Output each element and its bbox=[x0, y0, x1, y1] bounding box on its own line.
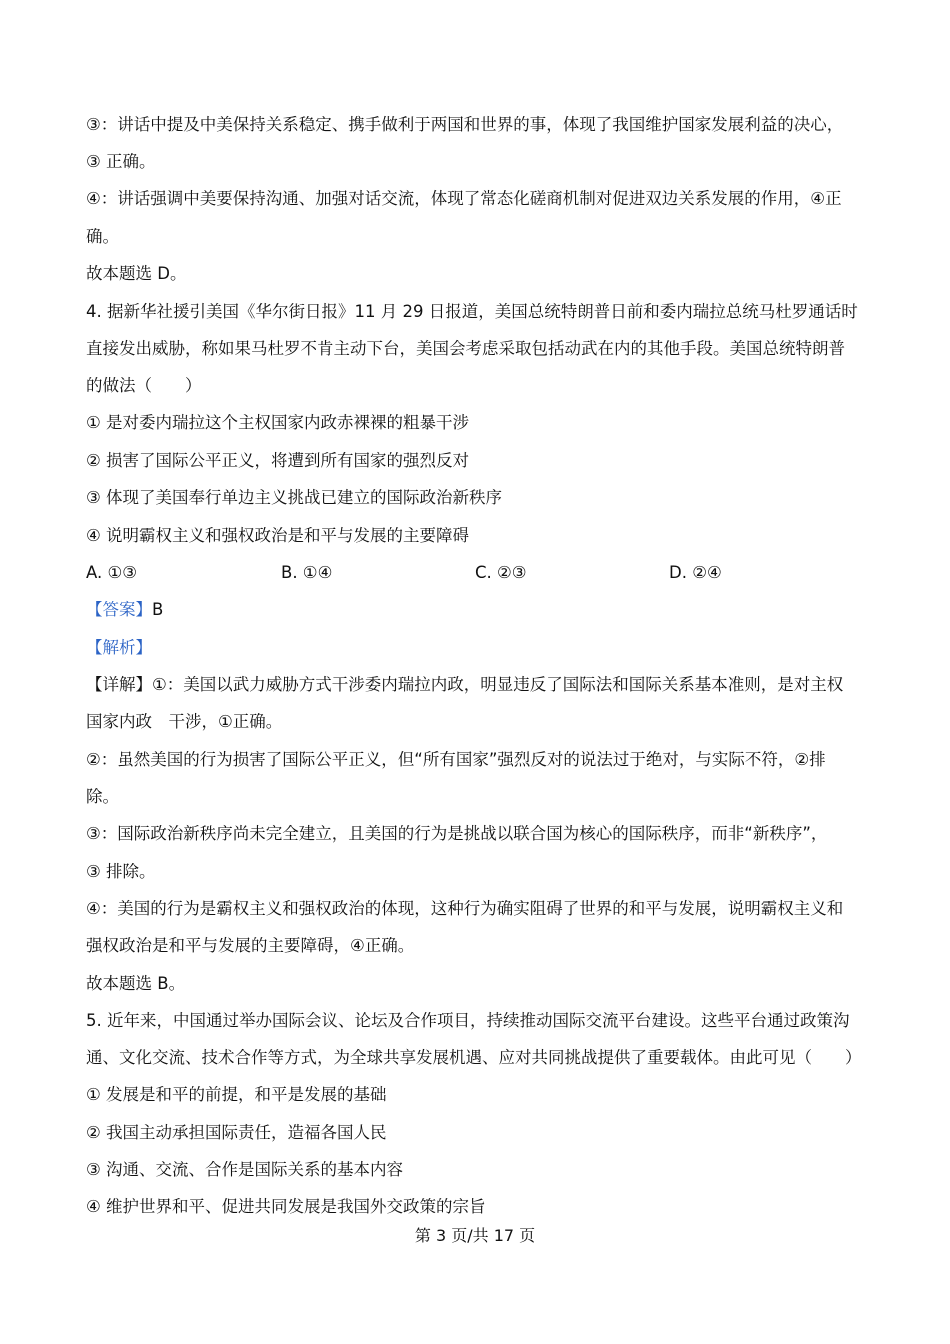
q4-detail-line: ②：虽然美国的行为损害了国际公平正义，但“所有国家”强烈反对的说法过于绝对，与实际不符，②排 bbox=[86, 750, 826, 769]
q4-detail-line: ③：国际政治新秩序尚未完全建立，且美国的行为是挑战以联合国为核心的国际秩序，而非“新秩序”， bbox=[86, 824, 828, 843]
q4-option-a: A. ①③ bbox=[86, 563, 138, 582]
q4-statement-1: ① 是对委内瑞拉这个主权国家内政赤裸裸的粗暴干涉 bbox=[86, 413, 470, 432]
q4-option-b: B. ①④ bbox=[281, 563, 333, 582]
q4-detail-line: 国家内政 干涉，①正确。 bbox=[86, 712, 283, 731]
q3-analysis-line: ③ 正确。 bbox=[86, 152, 156, 171]
q5-statement-2: ② 我国主动承担国际责任，造福各国人民 bbox=[86, 1123, 387, 1142]
q3-analysis-line: ③：讲话中提及中美保持关系稳定、携手做利于两国和世界的事，体现了我国维护国家发展利益的决心， bbox=[86, 115, 844, 134]
q4-detail-line: 【详解】①：美国以武力威胁方式干涉委内瑞拉内政，明显违反了国际法和国际关系基本准则，是对主权 bbox=[86, 675, 844, 694]
q4-stem-line: 4. 据新华社援引美国《华尔街日报》11 月 29 日报道，美国总统特朗普日前和委内瑞拉总统马杜罗通话时 bbox=[86, 302, 858, 321]
q4-detail-line: 除。 bbox=[86, 787, 119, 806]
q4-detail-line: 强权政治是和平与发展的主要障碍，④正确。 bbox=[86, 936, 415, 955]
q5-stem-line: 5. 近年来，中国通过举办国际会议、论坛及合作项目，持续推动国际交流平台建设。这些平台通过政策沟 bbox=[86, 1011, 850, 1030]
q4-conclusion: 故本题选 B。 bbox=[86, 974, 186, 993]
q5-stem-line: 通、文化交流、技术合作等方式，为全球共享发展机遇、应对共同挑战提供了重要载体。由此可见（ ） bbox=[86, 1048, 862, 1067]
q5-statement-3: ③ 沟通、交流、合作是国际关系的基本内容 bbox=[86, 1160, 404, 1179]
q4-stem-line: 直接发出威胁，称如果马杜罗不肯主动下台，美国会考虑采取包括动武在内的其他手段。美国总统特朗普 bbox=[86, 339, 845, 358]
q4-statement-3: ③ 体现了美国奉行单边主义挑战已建立的国际政治新秩序 bbox=[86, 488, 503, 507]
answer-value: B bbox=[152, 600, 164, 619]
q4-answer-row bbox=[86, 599, 876, 621]
q3-analysis-line: ④：讲话强调中美要保持沟通、加强对话交流，体现了常态化磋商机制对促进双边关系发展的作用，④正 bbox=[86, 189, 842, 208]
q4-option-d: D. ②④ bbox=[669, 563, 722, 582]
analysis-tag: 【解析】 bbox=[86, 638, 152, 657]
q4-stem-line: 的做法（ ） bbox=[86, 376, 202, 395]
q3-conclusion: 故本题选 D。 bbox=[86, 264, 187, 283]
q4-statement-2: ② 损害了国际公平正义，将遭到所有国家的强烈反对 bbox=[86, 451, 470, 470]
q5-statement-1: ① 发展是和平的前提，和平是发展的基础 bbox=[86, 1085, 387, 1104]
q4-statement-4: ④ 说明霸权主义和强权政治是和平与发展的主要障碍 bbox=[86, 526, 470, 545]
q5-statement-4: ④ 维护世界和平、促进共同发展是我国外交政策的宗旨 bbox=[86, 1197, 486, 1216]
q4-detail-line: ③ 排除。 bbox=[86, 862, 156, 881]
q4-option-c: C. ②③ bbox=[475, 563, 527, 582]
q4-analysis-row bbox=[86, 637, 876, 659]
q3-analysis-line: 确。 bbox=[86, 227, 119, 246]
page-number-footer: 第 3 页/共 17 页 bbox=[414, 1226, 536, 1245]
q4-detail-line: ④：美国的行为是霸权主义和强权政治的体现，这种行为确实阻碍了世界的和平与发展，说明霸权主义和 bbox=[86, 899, 844, 918]
answer-tag: 【答案】 bbox=[86, 600, 152, 619]
